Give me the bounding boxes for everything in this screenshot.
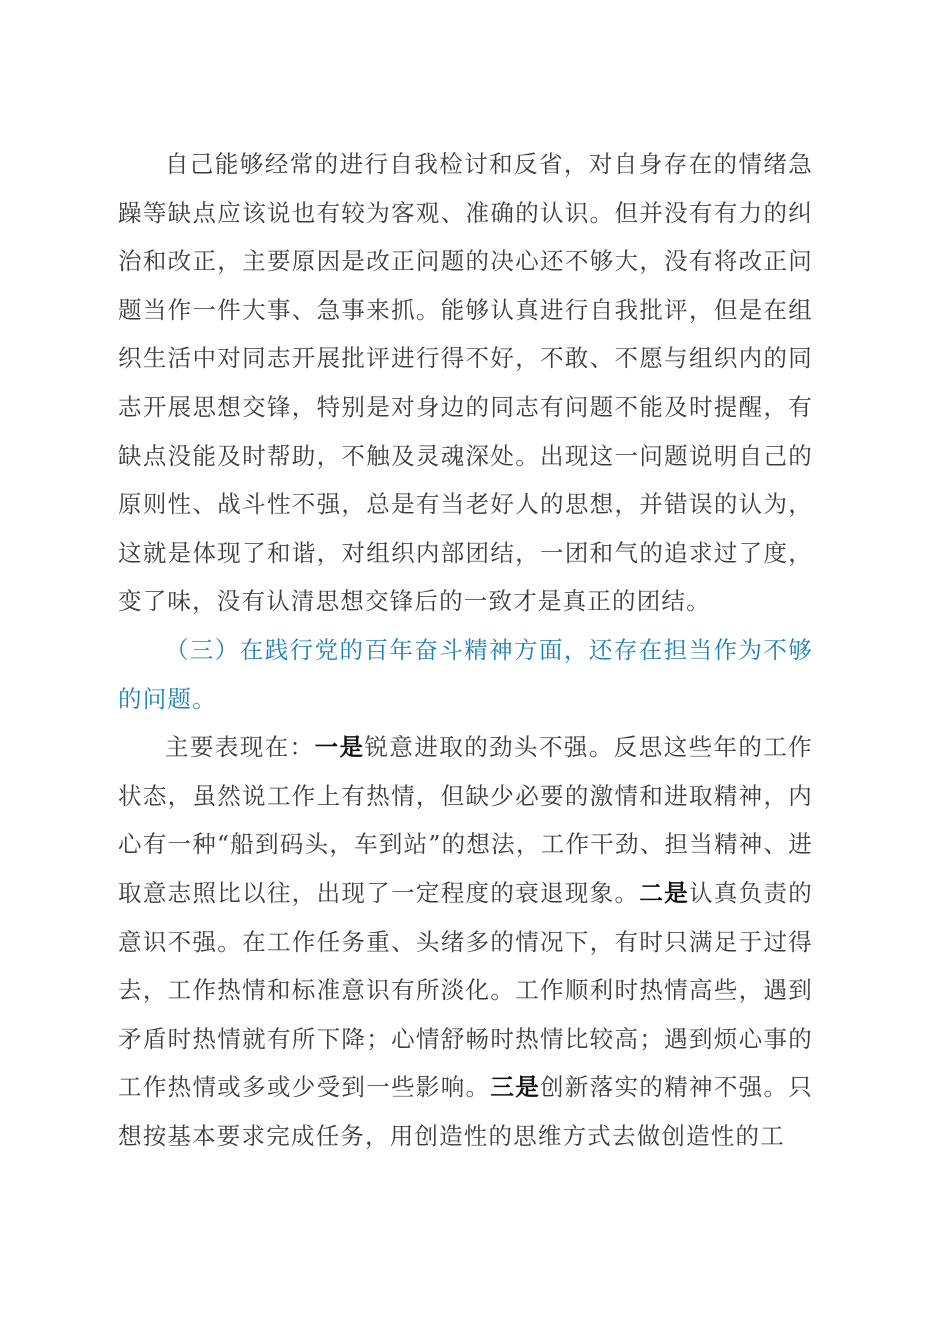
point-2-text: 认真负责的意识不强。在工作任务重、头绪多的情况下，有时只满足于过得去，工作热情和标准意识有所淡化。工作顺利时热情高些，遇到矛盾时热情就有所下降；心情舒畅时热情比较高；遇到烦心事的工作热情或多或少受到一些影响。 [118,878,814,1102]
section-heading: （三）在践行党的百年奋斗精神方面，还存在担当作为不够的问题。 [118,635,813,713]
body-paragraph-2 [118,723,813,1160]
point-3-text: 创新落实的精神不强。只想按基本要求完成任务，用创造性的思维方式去做创造性的工 [118,1073,814,1150]
lead-point-1: 一是 [314,733,365,762]
document-body [118,140,813,1160]
lead-point-3: 三是 [490,1073,541,1102]
paragraph-intro: 主要表现在： [165,733,315,762]
point-1-text: 锐意进取的劲头不强。反思这些年的工作状态，虽然说工作上有热情，但缺少必要的激情和进取精神，内心有一种“船到码头，车到站”的想法，工作干劲、担当精神、进取意志照比以往，出现了一定程度的衰退现象。 [118,733,813,907]
lead-point-2: 二是 [639,878,689,907]
body-paragraph-1: 自己能够经常的进行自我检讨和反省，对自身存在的情绪急躁等缺点应该说也有较为客观、准确的认识。但并没有有力的纠治和改正，主要原因是改正问题的决心还不够大，没有将改正问题当作一件大事、急事来抓。能够认真进行自我批评，但是在组织生活中对同志开展批评进行得不好，不敢、不愿与组织内的同志开展思想交锋，特别是对身边的同志有问题不能及时提醒，有缺点没能及时帮助，不触及灵魂深处。出现这一问题说明自己的原则性、战斗性不强，总是有当老好人的思想，并错误的认为，这就是体现了和谐，对组织内部团结，一团和气的追求过了度，变了味，没有认清思想交锋后的一致才是真正的团结。 [118,150,813,616]
